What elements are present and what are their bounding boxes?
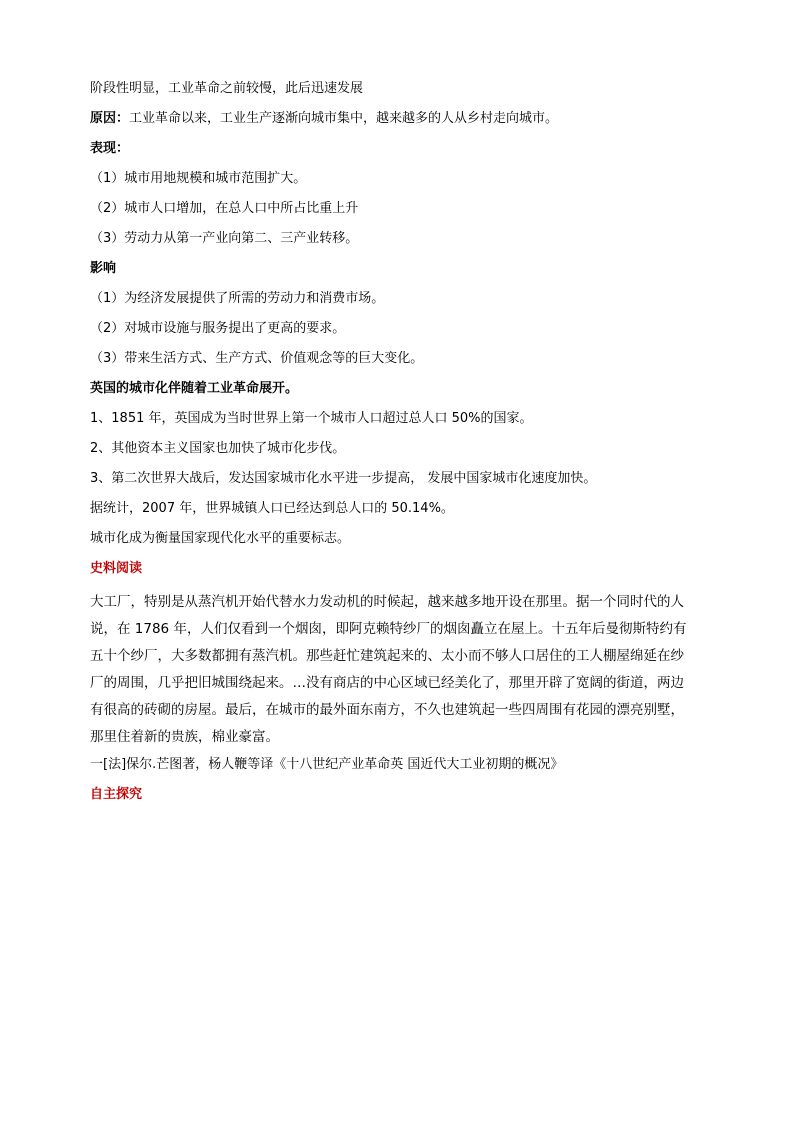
cause-text: 工业革命以来，工业生产逐渐向城市集中，越来越多的人从乡村走向城市。 [129, 111, 559, 126]
explore-heading: 自主探究 [90, 787, 143, 802]
show-heading: 表现： [90, 141, 130, 156]
source-line: 厂的周围，几乎把旧城围绕起来。…没有商店的中心区域已经美化了，那里开辟了宽阔的街道，两边 [90, 675, 684, 691]
source-line: 说，在 1786 年，人们仅看到一个烟囱，即阿克赖特纱厂的烟囱矗立在屋上。十五年后曼彻斯特约有 [90, 621, 687, 637]
uk-item: 3、第二次世界大战后，发达国家城市化水平进一步提高， 发展中国家城市化速度加快。 [90, 471, 597, 486]
source-line: 五十个纱厂，大多数都拥有蒸汽机。那些赶忙建筑起来的、太小而不够人口居住的工人棚屋绵延在纱 [90, 648, 684, 664]
impact-item: （3）带来生活方式、生产方式、价值观念等的巨大变化。 [90, 351, 424, 366]
uk-item: 1、1851 年，英国成为当时世界上第一个城市人口超过总人口 50%的国家。 [90, 411, 533, 426]
citation: 一[法]保尔.芒图著，杨人鞭等译《十八世纪产业革命英 国近代大工业初期的概况》 [90, 757, 564, 772]
cause-line [90, 109, 730, 129]
impact-heading: 影响 [90, 261, 117, 276]
intro-line: 阶段性明显，工业革命之前较慢，此后迅速发展 [90, 81, 364, 96]
cause-label: 原因： [90, 111, 130, 126]
source-line: 那里住着新的贵族，棉业豪富。 [90, 729, 279, 745]
uk-item: 2、其他资本主义国家也加快了城市化步伐。 [90, 441, 346, 456]
impact-item: （1）为经济发展提供了所需的劳动力和消费市场。 [90, 291, 385, 306]
document-page [90, 79, 730, 805]
stat-line: 据统计，2007 年，世界城镇人口已经达到总人口的 50.14%。 [90, 501, 454, 516]
source-line: 大工厂，特别是从蒸汽机开始代替水力发动机的时候起，越来越多地开设在那里。据一个同时代的人 [90, 594, 684, 610]
source-paragraph [90, 589, 710, 751]
source-line: 有很高的砖砌的房屋。最后，在城市的最外面东南方，不久也建筑起一些四周围有花园的漂亮别墅， [90, 702, 684, 718]
mark-line: 城市化成为衡量国家现代化水平的重要标志。 [90, 531, 351, 546]
show-item: （2）城市人口增加，在总人口中所占比重上升 [90, 201, 359, 216]
show-item: （1）城市用地规模和城市范围扩大。 [90, 171, 307, 186]
impact-item: （2）对城市设施与服务提出了更高的要求。 [90, 321, 346, 336]
show-item: （3）劳动力从第一产业向第二、三产业转移。 [90, 231, 359, 246]
source-heading: 史料阅读 [90, 561, 143, 576]
uk-heading: 英国的城市化伴随着工业革命展开。 [90, 381, 299, 396]
